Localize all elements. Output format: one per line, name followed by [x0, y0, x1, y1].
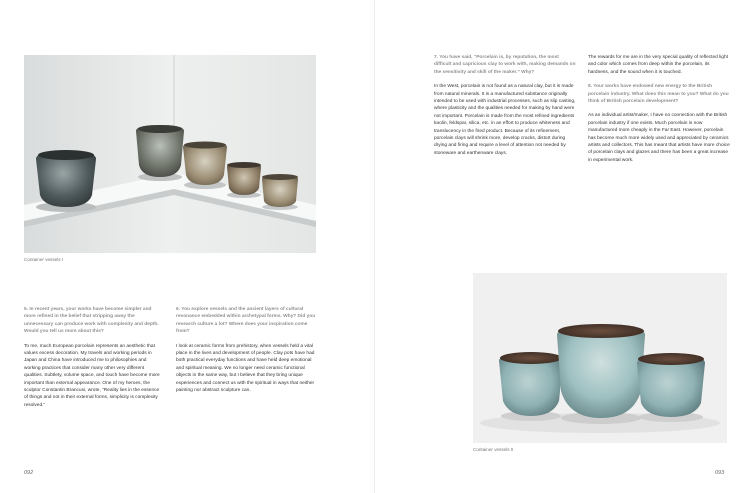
answer-5: To me, much European porcelain represents an aesthetic that values excess decoration. My travels and working periods in Japan and China have introduced me to philosophies and working practices that consider many other very different qualities. Subtlety, volume space, and touch have become more important than external appearance. One of my heroes, the sculptor Constantin Brancusi, wrote, “Reality lies in the essence of things and not in their external forms, simplicity is complexity resolved.” — [24, 343, 160, 408]
page-number-left: 092 — [24, 470, 34, 476]
photo-container-vessels-2 — [473, 273, 727, 443]
answer-7-continued: The rewards for me are in the very special quality of reflected light and color which comes from deep within the porcelain, its hardness, and the sound when it is touched. — [588, 55, 728, 75]
photo-container-vessels-1 — [24, 55, 316, 253]
column-q6 — [176, 306, 318, 401]
page-number-right: 093 — [715, 470, 725, 476]
question-6: 6. You explore vessels and the ancient layers of cultural resonance embedded within archetypal forms. Why? Did you research culture a lot? Where does your inspiration come from? — [176, 307, 316, 335]
column-q7 — [434, 54, 577, 164]
caption-photo-1: Container vessels I — [24, 257, 64, 262]
question-7: 7. You have said, “Porcelain is, by reputation, the most difficult and capricious clay to work with, making demands on the sensitivity and skill of the maker.” Why? — [434, 55, 576, 75]
vessels-photo-graphic-2 — [473, 273, 727, 443]
caption-photo-2: Container vessels II — [473, 447, 514, 452]
column-q5 — [24, 306, 164, 416]
answer-6: I look at ceramic forms from prehistory, when vessels held a vital place in the lives and development of people. Clay pots have had both practical everyday functions and have held deep emotional and spiritual meaning. We no longer need ceramic functional objects in the same way, but I believe that they bring unique experiences and connect us with the spiritual in ways that neither painting nor abstract sculpture can. — [176, 343, 315, 394]
question-8: 8. Your works have endowed new energy to the British porcelain industry. What does this mean to you? What do you think of British porcelain development? — [588, 84, 729, 105]
column-q8 — [588, 54, 730, 171]
question-5: 5. In recent years, your works have become simpler and more refined in the belief that stripping away the unnecessary can produce work with complexity and depth. Would you tell us more about this? — [24, 307, 159, 335]
vessels-photo-graphic — [24, 55, 316, 253]
answer-7: In the West, porcelain is not found as a natural clay, but it is made from natural minerals. It is a manufactured substance originally intended to be used with industrial processes, such as slip casting, where plasticity and the qualities needed for making by hand were not important. Porcelain is made from the most refined ingredients kaolin, feldspar, silica, etc. in an effort to produce whiteness and translucency in the fired product. Because of its refinement, porcelain clays will shrink more, develop cracks, distort during drying and firing and require a level of attention not needed by stoneware and earthenware clays. — [434, 84, 576, 156]
answer-8: As an individual artist/maker, I have no connection with the British porcelain industry if one exists. Much porcelain is now manufactured more cheaply in the Far East. However, porcelain has become much more widely used and appreciated by ceramics artists and collectors. This has meant that artists have more choice of porcelain clays and glazes and there has been a great increase in experimental work. — [588, 113, 730, 163]
